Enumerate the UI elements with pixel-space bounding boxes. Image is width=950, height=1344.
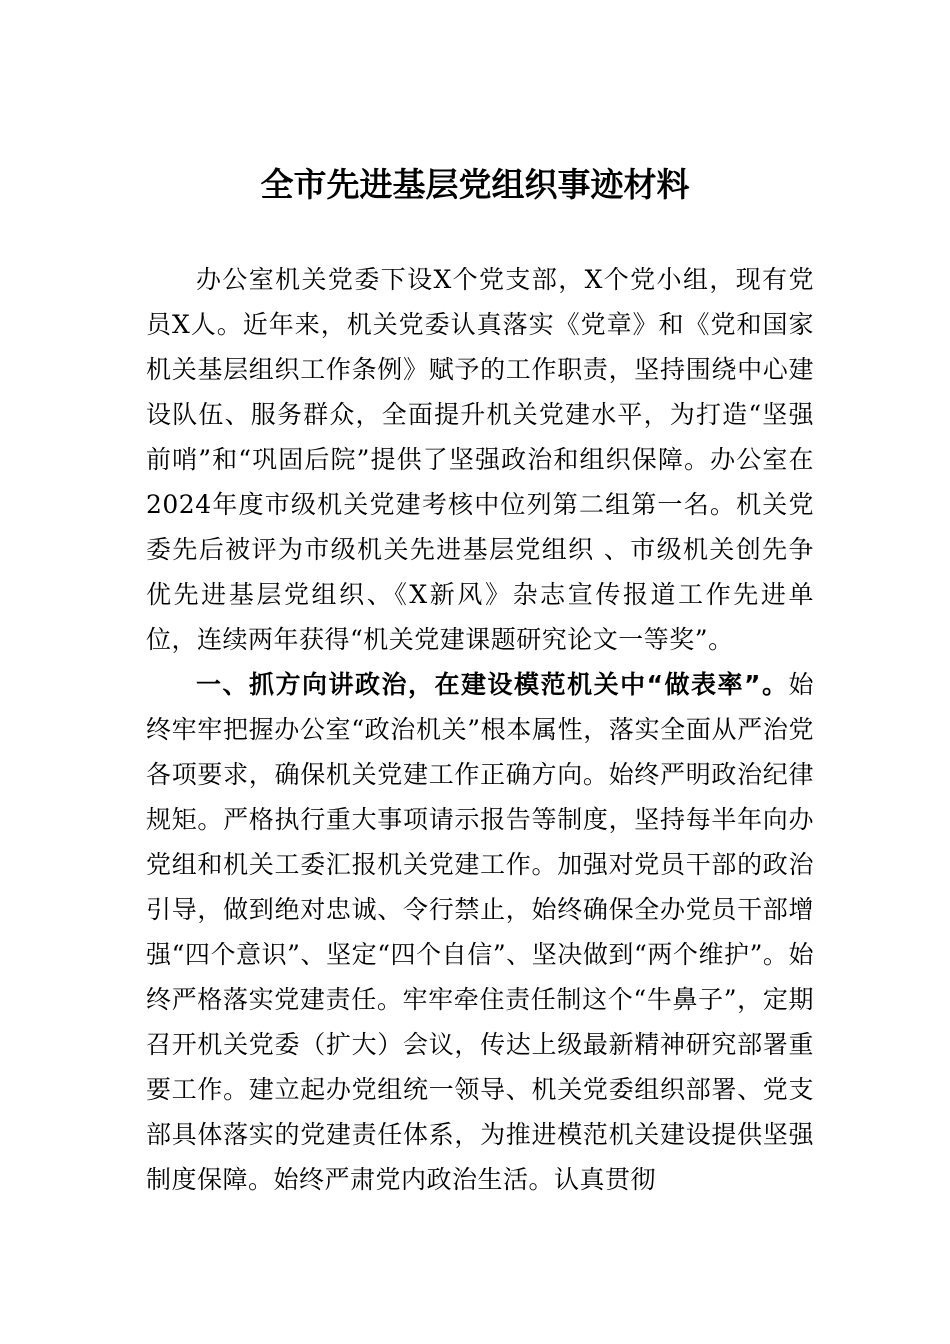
paragraph-intro-text: 办公室机关党委下设X个党支部，X个党小组，现有党员X人。近年来，机关党委认真落实《党章》和《党和国家机关基层组织工作条例》赋予的工作职责，坚持围绕中心建设队伍、服务群众，全面提升机关党建水平，为打造“坚强前哨”和“巩固后院”提供了坚强政治和组织保障。办公室在2024年度市级机关党建考核中位列第二组第一名。机关党委先后被评为市级机关先进基层党组织 、市级机关创先争优先进基层党组织、《X新风》杂志宣传报道工作先进单位，连续两年获得“机关党建课题研究论文一等奖”。 — [146, 265, 814, 654]
document-body — [146, 257, 814, 1202]
paragraph-intro — [146, 257, 814, 662]
section-one-heading: 一、抓方向讲政治，在建设模范机关中“做表率”。 — [196, 670, 789, 699]
document-title: 全市先进基层党组织事迹材料 — [260, 165, 690, 204]
section-one-text: 始终牢牢把握办公室“政治机关”根本属性，落实全面从严治党各项要求，确保机关党建工作正确方向。始终严明政治纪律规矩。严格执行重大事项请示报告等制度，坚持每半年向办党组和机关工委汇报机关党建工作。加强对党员干部的政治引导，做到绝对忠诚、令行禁止，始终确保全办党员干部增强“四个意识”、坚定“四个自信”、坚决做到“两个维护”。始终严格落实党建责任。牢牢牵住责任制这个“牛鼻子”，定期召开机关党委（扩大）会议，传达上级最新精神研究部署重要工作。建立起办党组统一领导、机关党委组织部署、党支部具体落实的党建责任体系，为推进模范机关建设提供坚强制度保障。始终严肃党内政治生活。认真贯彻 — [146, 670, 814, 1194]
paragraph-section-one — [146, 662, 814, 1202]
